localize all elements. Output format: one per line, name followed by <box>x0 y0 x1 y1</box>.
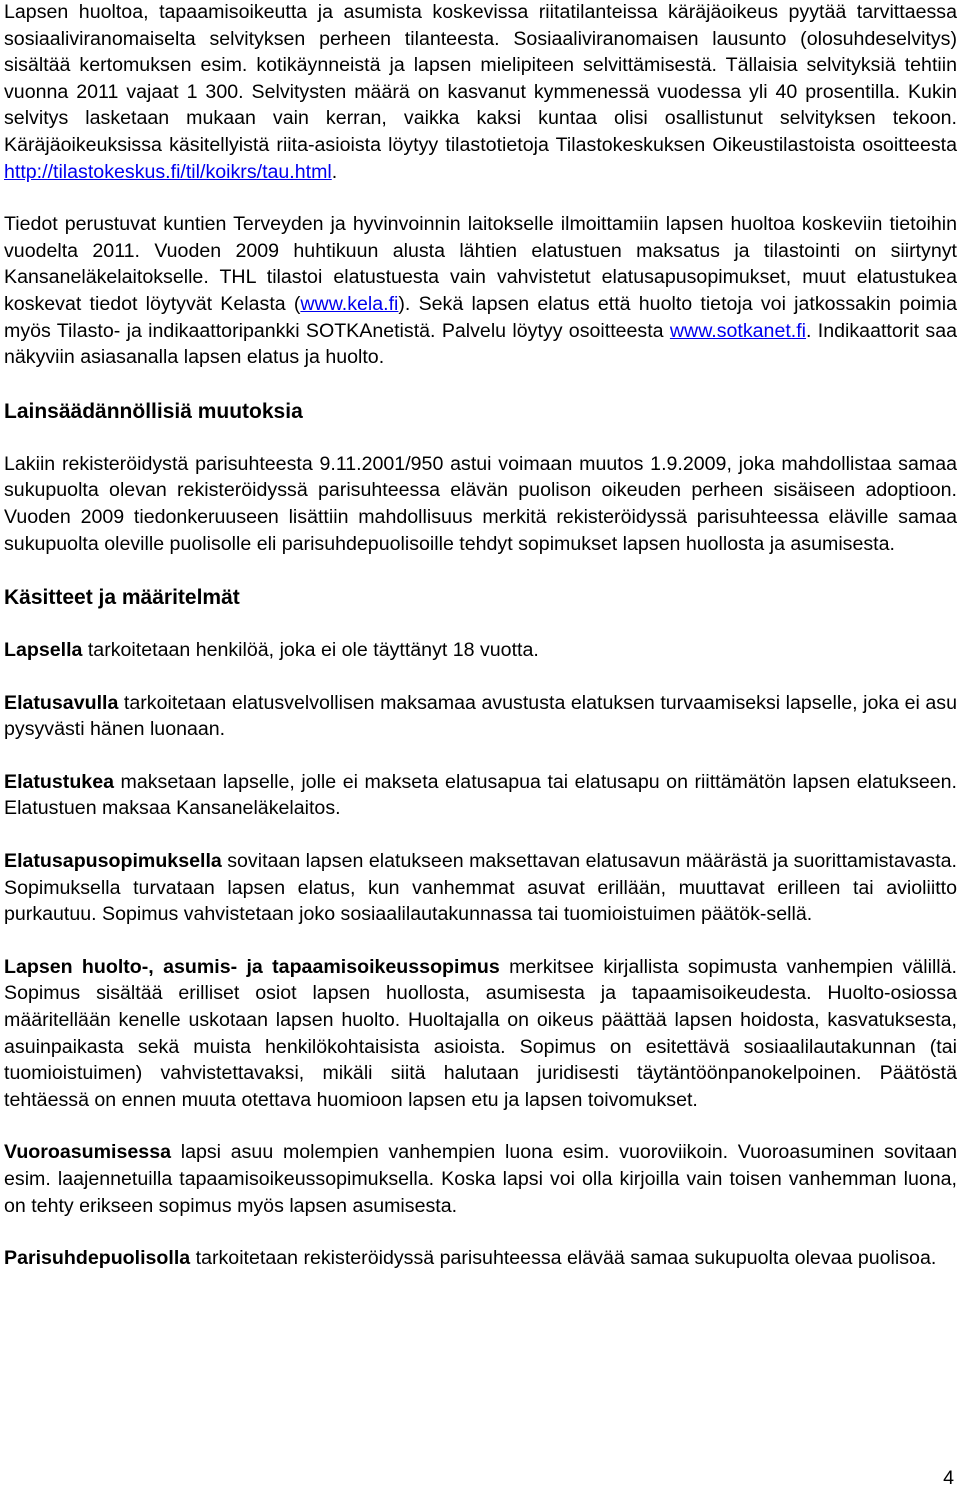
heading-definitions: Käsitteet ja määritelmät <box>4 586 240 610</box>
definition-term: Lapsella <box>4 639 83 662</box>
definition-text: tarkoitetaan rekisteröidyssä parisuhteessa elävää samaa sukupuolta olevaa puolisoa. <box>190 1247 937 1270</box>
definition-text: maksetaan lapselle, jolle ei makseta elatusapua tai elatusapu on riittämätön lapsen elatukseen. Elatustuen maksaa Kansaneläkelaitos. <box>4 770 957 820</box>
definition-item <box>4 769 957 822</box>
definition-term: Parisuhdepuolisolla <box>4 1247 191 1270</box>
definition-item <box>4 637 957 664</box>
link-sotkanet[interactable]: www.sotkanet.fi <box>669 319 807 342</box>
heading-legislation: Lainsäädännöllisiä muutoksia <box>4 399 303 423</box>
definition-item <box>4 1139 957 1219</box>
definition-term: Lapsen huolto-, asumis- ja tapaamisoikeussopimus <box>4 955 500 978</box>
definition-term: Elatustukea <box>4 770 114 793</box>
definition-term: Elatusapusopimuksella <box>4 850 222 873</box>
paragraph-text: . <box>331 160 338 183</box>
paragraph-text: Lapsen huoltoa, tapaamisoikeutta ja asumista koskevissa riitatilanteissa käräjäoikeus pyytää tarvittaessa sosiaaliviranomaiselta selvityksen perheen tilanteesta. Sosiaaliviranomaisen lausunto (olosuhdeselvitys) sisältää kertomuksen esim. kotikäynneistä ja lapsen mielipiteen selvittämisestä. Tällaisia selvityksiä tehtiin vuonna 2011 vajaat 1 300. Selvitysten määrä on kasvanut kymmenessä vuodessa yli 40 prosentilla. Kukin selvitys lasketaan mukaan vain kerran, vaikka kaksi kuntaa olisi osallistunut selvityksen tekoon. Käräjäoikeuksissa käsitellyistä riita-asioista löytyy tilastotietoja Tilastokeskuksen Oikeustilastoista osoitteesta <box>4 1 957 156</box>
paragraph-court-statements <box>4 0 957 185</box>
paragraph-text: ). Sekä lapsen elatus että huolto tietoja voi jatkossakin poimia myös Tilasto- ja indikaattoripankki SOTKAnetistä. Palvelu löytyy osoitteesta <box>4 292 957 342</box>
document-page <box>4 0 957 1272</box>
definition-item <box>4 690 957 743</box>
definition-text: tarkoitetaan henkilöä, joka ei ole täyttänyt 18 vuotta. <box>82 639 539 662</box>
definition-item <box>4 954 957 1114</box>
definition-item <box>4 1245 957 1272</box>
link-statistics-finland[interactable]: http://tilastokeskus.fi/til/koikrs/tau.html <box>4 160 332 183</box>
definition-text: merkitsee kirjallista sopimusta vanhempien välillä. Sopimus sisältää erilliset osiot lapsen huollosta, asumisesta ja tapaamisoikeudesta. Huolto-osiossa määritellään kenelle uskotaan lapsen huolto. Huoltajalla on oikeus päättää lapsen hoidosta, kasvatuksesta, asuinpaikasta sekä muista henkilökohtaisista asioista. Sopimus on esitettävä sosiaalilautakunnan (tai tuomioistuimen) vahvistettavaksi, mikäli siitä halutaan juridisesti täytäntöönpanokelpoinen. Päätöstä tehtäessä on ennen muuta otettava huomioon lapsen etu ja lapsen toivomukset. <box>4 955 957 1111</box>
definition-item <box>4 848 957 928</box>
paragraph-data-sources <box>4 211 957 371</box>
paragraph-text: Tiedot perustuvat kuntien Terveyden ja hyvinvoinnin laitokselle ilmoittamiin lapsen huoltoa koskeviin tietoihin vuodelta 2011. Vuoden 2009 huhtikuun alusta lähtien elatustuen maksatus ja tilastointi on siirtynyt Kansaneläkelaitokselle. THL tilastoi elatustuesta vain vahvistetut elatusapusopimukset, muut elatustukea koskevat tiedot löytyvät Kelasta ( <box>4 213 957 315</box>
page-number: 4 <box>943 1467 954 1489</box>
paragraph-legislation: Lakiin rekisteröidystä parisuhteesta 9.11.2001/950 astui voimaan muutos 1.9.2009, joka mahdollistaa samaa sukupuolta olevan rekisteröidyssä parisuhteessa elävän puolison oikeuden perheen sisäiseen adoptioon. Vuoden 2009 tiedonkeruuseen lisättiin mahdollisuus merkitä rekisteröidyssä parisuhteessa eläville samaa sukupuolta oleville puolisolle eli parisuhdepuolisoille tehdyt sopimukset lapsen huollosta ja asumisesta. <box>4 452 957 555</box>
definition-text: lapsi asuu molempien vanhempien luona esim. vuoroviikoin. Vuoroasuminen sovitaan esim. laajennetuilla tapaamisoikeussopimuksella. Koska lapsi voi olla kirjoilla vain toisen vanhemman luona, on tehty erikseen sopimus myös lapsen asumisesta. <box>4 1141 957 1217</box>
definition-term: Elatusavulla <box>4 691 119 714</box>
link-kela[interactable]: www.kela.fi <box>300 292 399 315</box>
paragraph-text: . Indikaattorit saa näkyviin asiasanalla lapsen elatus ja huolto. <box>4 319 958 369</box>
definition-text: tarkoitetaan elatusvelvollisen maksamaa avustusta elatuksen turvaamiseksi lapselle, joka ei asu pysyvästi hänen luonaan. <box>4 691 957 741</box>
definition-term: Vuoroasumisessa <box>4 1141 171 1164</box>
definition-text: sovitaan lapsen elatukseen maksettavan elatusavun määrästä ja suorittamistavasta. Sopimuksella turvataan lapsen elatus, kun vanhemmat asuvat erillään, muuttavat erilleen tai avioliitto purkautuu. Sopimus vahvistetaan joko sosiaalilautakunnassa tai tuomioistuimen päätök-sellä. <box>4 850 957 926</box>
